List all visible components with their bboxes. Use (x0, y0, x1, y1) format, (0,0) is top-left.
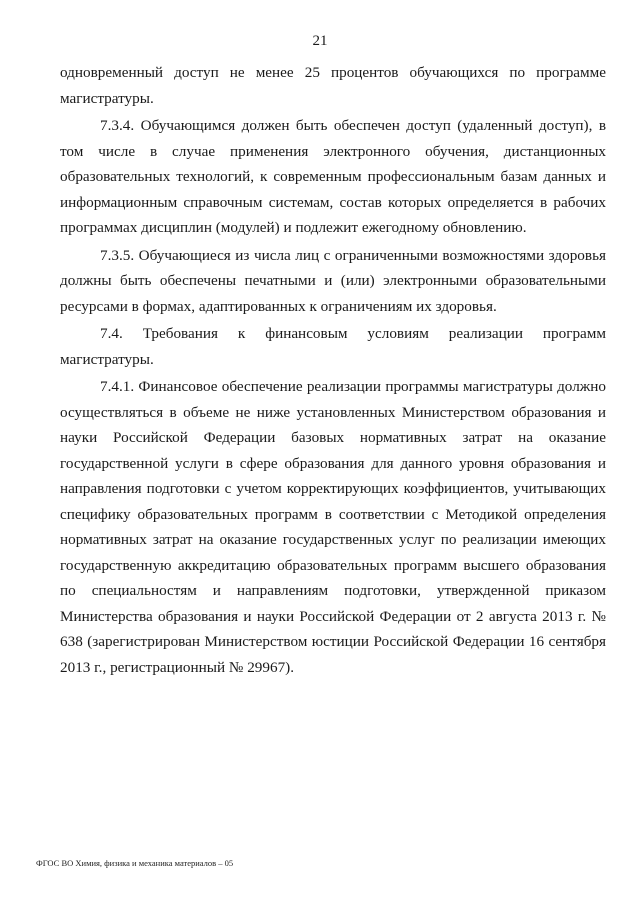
paragraph-7-4-1: 7.4.1. Финансовое обеспечение реализации программы магистратуры должно осуществляться в объеме не ниже установленных Министерством образования и науки Российской Федерации базовых нормативных затрат на оказание государственной услуги в сфере образования для данного уровня образования и направления подготовки с учетом корректирующих коэффициентов, учитывающих специфику образовательных программ в соответствии с Методикой определения нормативных затрат на оказание государственных услуг по реализации имеющих государственную аккредитацию образовательных программ высшего образования по специальностям и направлениям подготовки, утвержденной приказом Министерства образования и науки Российской Федерации от 2 августа 2013 г. № 638 (зарегистрирован Министерством юстиции Российской Федерации 16 сентября 2013 г., регистрационный № 29967). (60, 378, 606, 676)
document-footer: ФГОС ВО Химия, физика и механика материалов – 05 (36, 858, 234, 868)
paragraph-7-3-4: 7.3.4. Обучающимся должен быть обеспечен доступ (удаленный доступ), в том числе в случае применения электронного обучения, дистанционных образовательных технологий, к современным профессиональным базам данных и информационным справочным системам, состав которых определяется в рабочих программах дисциплин (модулей) и подлежит ежегодному обновлению. (60, 117, 606, 236)
paragraph-continuation: одновременный доступ не менее 25 процентов обучающихся по программе магистратуры. (60, 64, 606, 107)
paragraph-7-3-5: 7.3.5. Обучающиеся из числа лиц с ограниченными возможностями здоровья должны быть обеспечены печатными и (или) электронными образовательными ресурсами в формах, адаптированных к ограничениям их здоровья. (60, 246, 606, 315)
document-body (60, 60, 606, 682)
paragraph-7-4: 7.4. Требования к финансовым условиям реализации программ магистратуры. (60, 325, 606, 368)
page-number: 21 (312, 33, 328, 49)
